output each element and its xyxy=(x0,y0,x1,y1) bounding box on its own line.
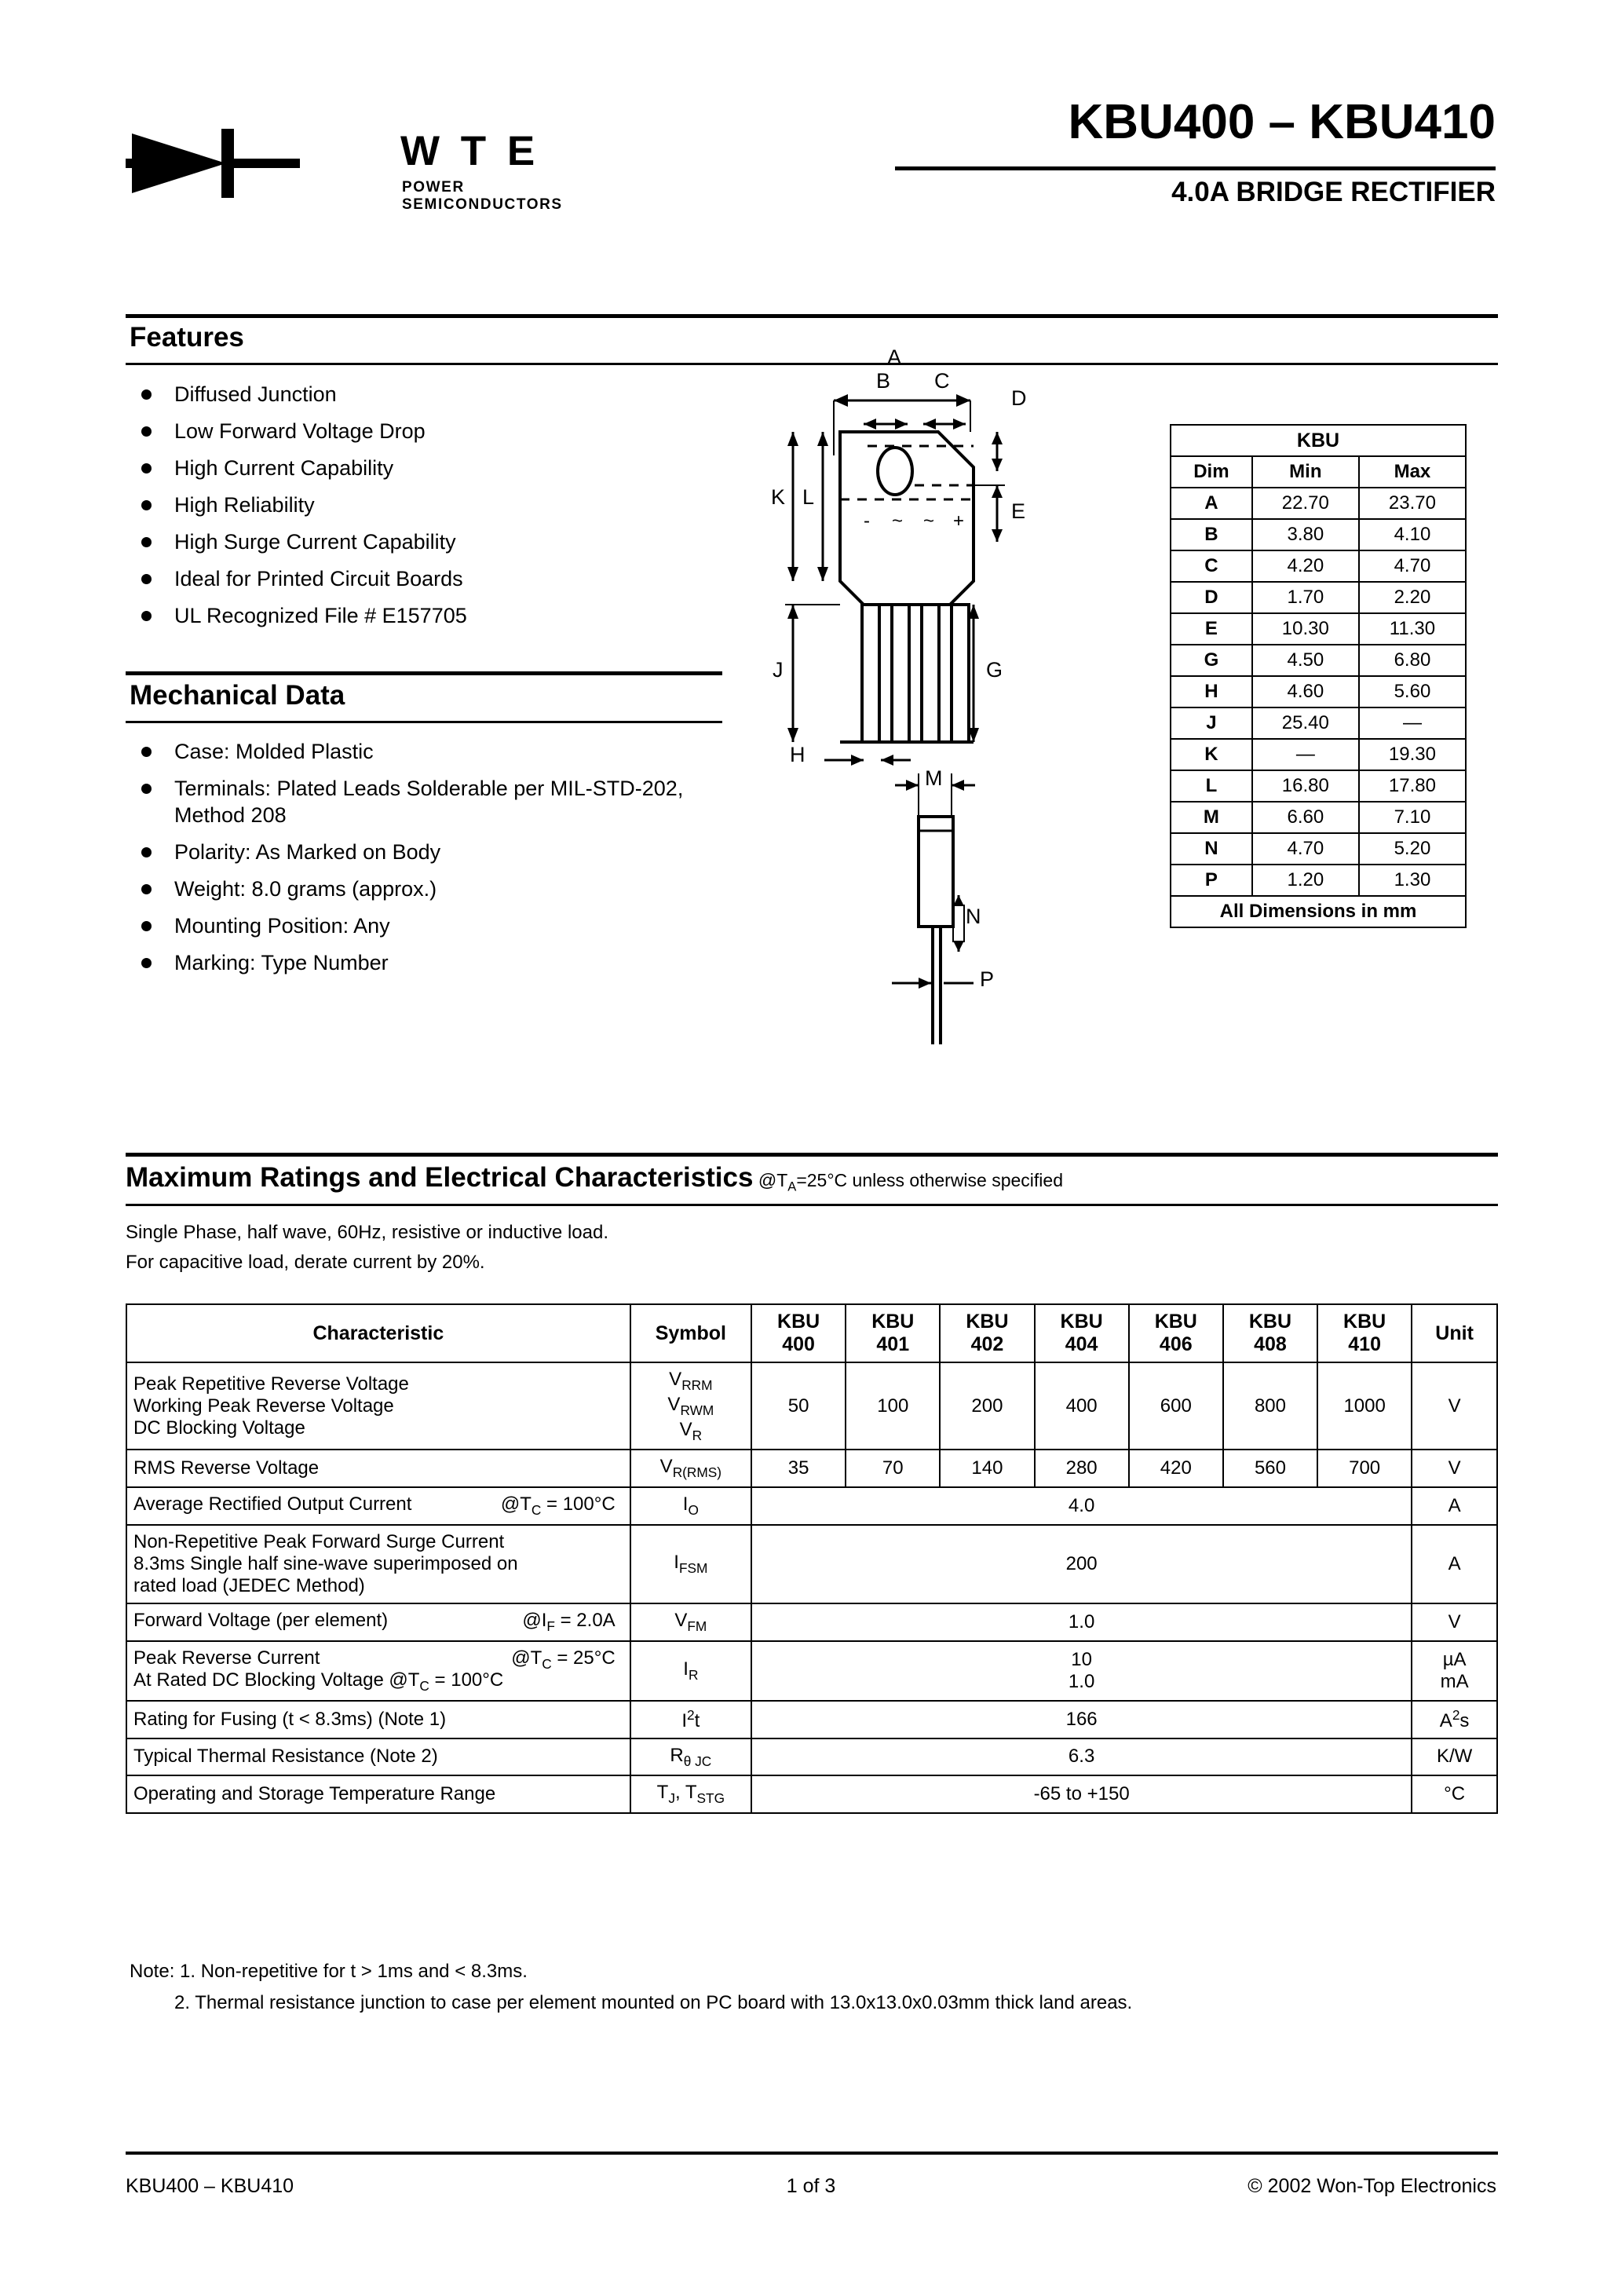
dim-name: H xyxy=(1171,676,1252,707)
col-kbu401: KBU 401 xyxy=(846,1304,940,1362)
footer-copyright: © 2002 Won-Top Electronics xyxy=(1248,2175,1496,2197)
table-row xyxy=(1171,456,1466,488)
col-unit: Unit xyxy=(1412,1304,1497,1362)
table-row xyxy=(1171,739,1466,770)
dim-min: 1.70 xyxy=(1252,582,1359,613)
pin-mark-plus: + xyxy=(953,510,965,532)
dim-min: 6.60 xyxy=(1252,802,1359,833)
dim-min: 22.70 xyxy=(1252,488,1359,519)
list-item: Diffused Junction xyxy=(126,381,707,408)
list-item: High Surge Current Capability xyxy=(126,528,707,555)
value-cell-span: 166 xyxy=(751,1701,1412,1738)
dim-label-J: J xyxy=(773,658,784,682)
dim-max: 23.70 xyxy=(1359,488,1466,519)
col-kbu406: KBU 406 xyxy=(1129,1304,1223,1362)
table-row xyxy=(126,1701,1497,1738)
char-line: At Rated DC Blocking Voltage $@T_C = 100^\circ C$ xyxy=(133,1669,623,1691)
title-divider xyxy=(895,166,1496,170)
ratings-note-1: Single Phase, half wave, 60Hz, resistive or inductive load. xyxy=(126,1222,608,1243)
electrical-characteristics-table xyxy=(126,1303,1498,1814)
features-heading: Features xyxy=(130,322,244,353)
row-symbol: $I^2t$ xyxy=(630,1701,751,1738)
char-line: rated load (JEDEC Method) xyxy=(133,1574,365,1596)
col-symbol: Symbol xyxy=(630,1304,751,1362)
row-symbol: $I_R$ xyxy=(630,1641,751,1701)
row-characteristic: Operating and Storage Temperature Range xyxy=(126,1775,630,1813)
dim-name: A xyxy=(1171,488,1252,519)
dim-max: 1.30 xyxy=(1359,865,1466,896)
table-row xyxy=(1171,582,1466,613)
unit-cell: V xyxy=(1412,1450,1497,1487)
dim-col-header: Max xyxy=(1359,456,1466,488)
table-row xyxy=(126,1641,1497,1701)
value-cell: 800 xyxy=(1223,1362,1317,1450)
logo-tagline: POWER SEMICONDUCTORS xyxy=(402,179,563,213)
list-item: Low Forward Voltage Drop xyxy=(126,418,707,444)
table-row xyxy=(1171,676,1466,707)
row-characteristic: Rating for Fusing (t < 8.3ms) (Note 1) xyxy=(126,1701,630,1738)
list-item: High Current Capability xyxy=(126,455,707,481)
dim-max: — xyxy=(1359,707,1466,739)
dim-label-H: H xyxy=(790,743,806,766)
row-symbol: $T_J$, $T_{STG}$ xyxy=(630,1775,751,1813)
row-characteristic: Typical Thermal Resistance (Note 2) xyxy=(126,1738,630,1776)
char-line: Forward Voltage (per element) xyxy=(133,1609,389,1631)
col-characteristic: Characteristic xyxy=(126,1304,630,1362)
dim-max: 17.80 xyxy=(1359,770,1466,802)
char-line: Non-Repetitive Peak Forward Surge Current xyxy=(133,1530,505,1552)
table-row xyxy=(1171,770,1466,802)
mechanical-bottom-rule xyxy=(126,721,722,723)
value-cell: 280 xyxy=(1035,1450,1129,1487)
table-header-row xyxy=(126,1304,1497,1362)
dim-min: 1.20 xyxy=(1252,865,1359,896)
package-drawing-svg xyxy=(738,345,1068,1146)
char-line: DC Blocking Voltage xyxy=(133,1417,305,1439)
dim-max: 5.20 xyxy=(1359,833,1466,865)
dim-label-K: K xyxy=(771,485,786,509)
value-cell: 700 xyxy=(1317,1450,1412,1487)
page-subtitle: 4.0A BRIDGE RECTIFIER xyxy=(1171,177,1496,207)
symbol-line: $V_{RWM}$ xyxy=(667,1393,714,1418)
page-title: KBU400 – KBU410 xyxy=(1068,95,1496,149)
row-characteristic: RMS Reverse Voltage xyxy=(126,1450,630,1487)
unit-cell: V xyxy=(1412,1603,1497,1641)
dim-name: G xyxy=(1171,645,1252,676)
unit-cell: $A^2s$ xyxy=(1412,1701,1497,1738)
value-cell-span: 200 xyxy=(751,1525,1412,1603)
list-item: High Reliability xyxy=(126,492,707,518)
symbol-line: $V_R$ xyxy=(679,1418,703,1443)
unit-cell: V xyxy=(1412,1362,1497,1450)
dim-col-header: Min xyxy=(1252,456,1359,488)
table-row xyxy=(126,1603,1497,1641)
dim-name: D xyxy=(1171,582,1252,613)
dim-name: B xyxy=(1171,519,1252,550)
footer-page-number: 1 of 3 xyxy=(786,2175,836,2197)
char-line: Peak Repetitive Reverse Voltage xyxy=(133,1373,409,1395)
dim-name: L xyxy=(1171,770,1252,802)
char-condition: $@T_C = 25^\circ C$ xyxy=(511,1647,616,1672)
pin-mark-minus: - xyxy=(864,510,870,532)
dim-table-title: KBU xyxy=(1171,425,1466,456)
value-cell: 1000 xyxy=(1317,1362,1412,1450)
dim-name: E xyxy=(1171,613,1252,645)
dim-name: P xyxy=(1171,865,1252,896)
pin-mark-ac2: ~ xyxy=(923,510,935,532)
row-characteristic xyxy=(126,1641,630,1701)
value-cell: 35 xyxy=(751,1450,846,1487)
col-kbu400: KBU 400 xyxy=(751,1304,846,1362)
dim-label-M: M xyxy=(925,766,943,790)
dim-min: 4.50 xyxy=(1252,645,1359,676)
table-row xyxy=(1171,425,1466,456)
value-cell-span: 4.0 xyxy=(751,1487,1412,1525)
unit-cell: A xyxy=(1412,1525,1497,1603)
dim-max: 7.10 xyxy=(1359,802,1466,833)
table-row xyxy=(1171,613,1466,645)
table-row xyxy=(126,1487,1497,1525)
pin-mark-ac1: ~ xyxy=(892,510,904,532)
table-row xyxy=(1171,488,1466,519)
table-row xyxy=(1171,802,1466,833)
col-kbu408: KBU 408 xyxy=(1223,1304,1317,1362)
dim-label-N: N xyxy=(966,905,981,928)
table-row xyxy=(1171,896,1466,927)
unit-cell: °C xyxy=(1412,1775,1497,1813)
unit-cell: µA mA xyxy=(1412,1641,1497,1701)
ratings-note-2: For capacitive load, derate current by 20%. xyxy=(126,1252,485,1273)
col-kbu410: KBU 410 xyxy=(1317,1304,1412,1362)
dim-label-D: D xyxy=(1011,386,1027,410)
value-cell: 70 xyxy=(846,1450,940,1487)
row-symbol: $V_{R(RMS)}$ xyxy=(630,1450,751,1487)
row-symbol: $I_O$ xyxy=(630,1487,751,1525)
char-condition: $@I_F = 2.0A$ xyxy=(522,1609,616,1634)
table-row xyxy=(1171,519,1466,550)
table-row xyxy=(126,1525,1497,1603)
list-item: Mounting Position: Any xyxy=(126,912,722,939)
value-cell: 50 xyxy=(751,1362,846,1450)
list-item: Terminals: Plated Leads Solderable per MIL-STD-202, Method 208 xyxy=(126,775,722,828)
unit-cell: K/W xyxy=(1412,1738,1497,1776)
table-row xyxy=(126,1450,1497,1487)
ratings-heading-text: Maximum Ratings and Electrical Characteristics xyxy=(126,1162,754,1193)
dim-max: 11.30 xyxy=(1359,613,1466,645)
dim-col-header: Dim xyxy=(1171,456,1252,488)
table-row xyxy=(126,1738,1497,1776)
value-cell: 420 xyxy=(1129,1450,1223,1487)
value-cell: 140 xyxy=(940,1450,1034,1487)
dim-name: N xyxy=(1171,833,1252,865)
mechanical-heading: Mechanical Data xyxy=(130,680,345,711)
dim-name: M xyxy=(1171,802,1252,833)
dim-name: C xyxy=(1171,550,1252,582)
footer-divider xyxy=(126,2152,1498,2155)
dim-name: K xyxy=(1171,739,1252,770)
row-symbol: $R_{\theta JC}$ xyxy=(630,1738,751,1776)
dim-max: 4.10 xyxy=(1359,519,1466,550)
char-line: Working Peak Reverse Voltage xyxy=(133,1395,394,1417)
logo-wordmark: W T E xyxy=(400,128,540,174)
value-cell-span: 1.0 xyxy=(751,1603,1412,1641)
char-condition: $@T_C = 100^\circ C$ xyxy=(500,1493,616,1518)
dim-label-G: G xyxy=(986,658,1003,682)
page-header xyxy=(126,94,1496,251)
list-item: Polarity: As Marked on Body xyxy=(126,839,722,865)
ratings-heading-note: $@T_A=25^\circ C$ unless otherwise specified xyxy=(753,1170,1064,1194)
table-row xyxy=(1171,645,1466,676)
features-top-rule xyxy=(126,314,1498,318)
dim-max: 19.30 xyxy=(1359,739,1466,770)
dim-min: 3.80 xyxy=(1252,519,1359,550)
dim-min: 25.40 xyxy=(1252,707,1359,739)
mechanical-list xyxy=(126,738,722,986)
dim-min: 4.60 xyxy=(1252,676,1359,707)
dim-min: 4.70 xyxy=(1252,833,1359,865)
char-line: Peak Reverse Current $@T_C = 25^\circ C$ xyxy=(133,1647,623,1669)
package-outline-drawing xyxy=(738,345,1068,1146)
dim-label-B: B xyxy=(876,369,891,393)
table-row xyxy=(1171,865,1466,896)
table-row xyxy=(126,1362,1497,1450)
dim-max: 5.60 xyxy=(1359,676,1466,707)
value-cell: 200 xyxy=(940,1362,1034,1450)
value-cell-span: 6.3 xyxy=(751,1738,1412,1776)
diode-arrow-icon xyxy=(126,124,306,203)
row-characteristic xyxy=(126,1525,630,1603)
features-list xyxy=(126,381,707,639)
footnote-1: Note: 1. Non-repetitive for t > 1ms and < 8.3ms. xyxy=(130,1961,528,1982)
dim-max: 6.80 xyxy=(1359,645,1466,676)
ratings-bottom-rule xyxy=(126,1204,1498,1206)
dim-min: — xyxy=(1252,739,1359,770)
dim-name: J xyxy=(1171,707,1252,739)
mechanical-top-rule xyxy=(126,671,722,675)
char-condition: $@T_C = 100^\circ C$ xyxy=(389,1669,504,1694)
ratings-heading xyxy=(126,1162,1063,1195)
table-row xyxy=(1171,833,1466,865)
col-kbu404: KBU 404 xyxy=(1035,1304,1129,1362)
char-line: 8.3ms Single half sine-wave superimposed on xyxy=(133,1552,518,1574)
char-line: Average Rectified Output Current xyxy=(133,1493,412,1515)
value-cell: 560 xyxy=(1223,1450,1317,1487)
table-row xyxy=(1171,550,1466,582)
symbol-line: $V_{RRM}$ xyxy=(669,1369,713,1393)
dimensions-table xyxy=(1170,424,1467,928)
row-symbol: $V_{FM}$ xyxy=(630,1603,751,1641)
row-characteristic xyxy=(126,1487,630,1525)
unit-cell: A xyxy=(1412,1487,1497,1525)
dim-max: 2.20 xyxy=(1359,582,1466,613)
col-kbu402: KBU 402 xyxy=(940,1304,1034,1362)
row-characteristic xyxy=(126,1603,630,1641)
row-symbol xyxy=(630,1362,751,1450)
row-symbol: $I_{FSM}$ xyxy=(630,1525,751,1603)
dim-min: 4.20 xyxy=(1252,550,1359,582)
table-row xyxy=(126,1775,1497,1813)
list-item: Weight: 8.0 grams (approx.) xyxy=(126,876,722,902)
dim-label-L: L xyxy=(802,485,815,509)
footnote-2: 2. Thermal resistance junction to case per element mounted on PC board with 13.0x13.0x0.03mm thick land areas. xyxy=(174,1992,1133,2013)
list-item: Marking: Type Number xyxy=(126,949,722,976)
value-cell-span: -65 to +150 xyxy=(751,1775,1412,1813)
dim-min: 10.30 xyxy=(1252,613,1359,645)
table-row xyxy=(1171,707,1466,739)
dim-max: 4.70 xyxy=(1359,550,1466,582)
row-characteristic xyxy=(126,1362,630,1450)
dim-table-footer: All Dimensions in mm xyxy=(1171,896,1466,927)
value-cell: 600 xyxy=(1129,1362,1223,1450)
dim-label-A: A xyxy=(887,345,902,369)
value-cell: 400 xyxy=(1035,1362,1129,1450)
value-cell: 100 xyxy=(846,1362,940,1450)
dim-label-E: E xyxy=(1011,499,1026,523)
dim-min: 16.80 xyxy=(1252,770,1359,802)
list-item: Ideal for Printed Circuit Boards xyxy=(126,565,707,592)
footer-part-number: KBU400 – KBU410 xyxy=(126,2175,294,2197)
dim-label-P: P xyxy=(980,967,995,991)
ratings-top-rule xyxy=(126,1153,1498,1157)
dim-label-C: C xyxy=(934,369,950,393)
value-cell-span: 10 1.0 xyxy=(751,1641,1412,1701)
list-item: UL Recognized File # E157705 xyxy=(126,602,707,629)
list-item: Case: Molded Plastic xyxy=(126,738,722,765)
